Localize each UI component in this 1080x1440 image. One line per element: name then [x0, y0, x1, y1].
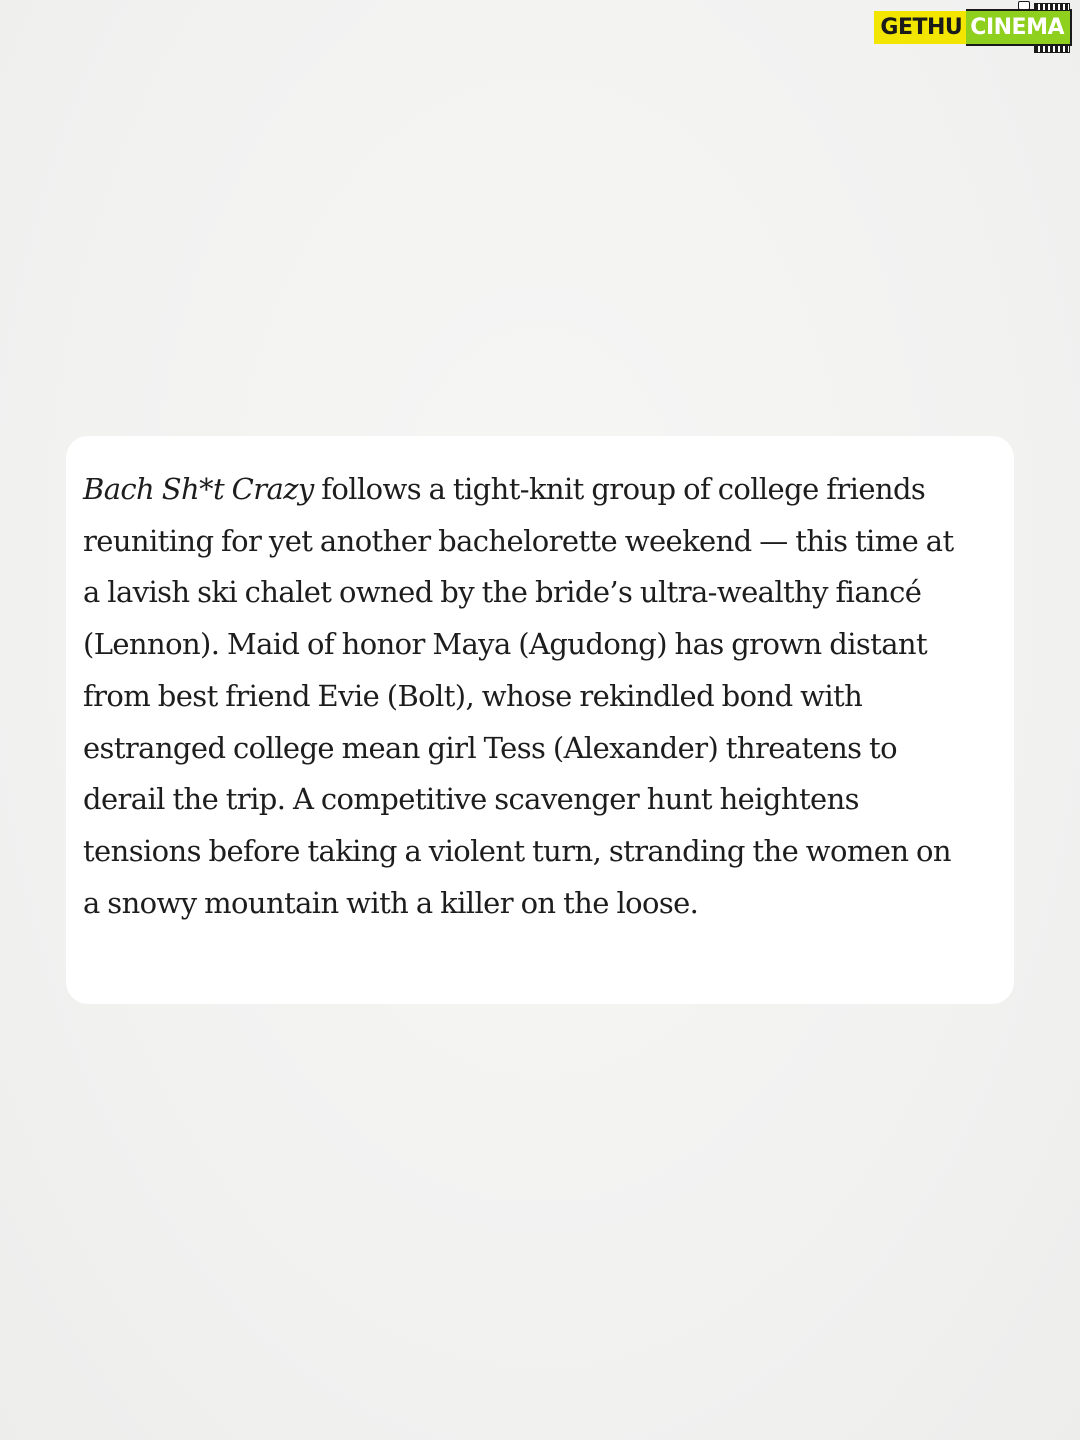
film-title: Bach Sh*t Crazy: [83, 472, 314, 506]
logo-text-gethu: GETHU: [874, 11, 966, 44]
synopsis-paragraph: [83, 464, 964, 929]
gethu-cinema-logo: [874, 6, 1072, 46]
film-strip-icon: [1034, 3, 1070, 11]
synopsis-card: [66, 436, 1014, 1004]
logo-wordmark: [874, 9, 1072, 46]
film-strip-bottom-icon: [1034, 45, 1070, 53]
logo-text-cinema: [966, 9, 1072, 46]
logo-cinema-label: CINEMA: [970, 15, 1064, 40]
camera-icon: [1018, 1, 1030, 10]
synopsis-body: follows a tight-knit group of college friends reuniting for yet another bachelorette weekend — this time at a lavish ski chalet owned by the bride’s ultra-wealthy fiancé (Lennon). Maid of honor Maya (Agudong) has grown distant from best friend Evie (Bolt), whose rekindled bond with estranged college mean girl Tess (Alexander) threatens to derail the trip. A competitive scavenger hunt heightens tensions before taking a violent turn, stranding the women on a snowy mountain with a killer on the loose.: [83, 472, 954, 920]
